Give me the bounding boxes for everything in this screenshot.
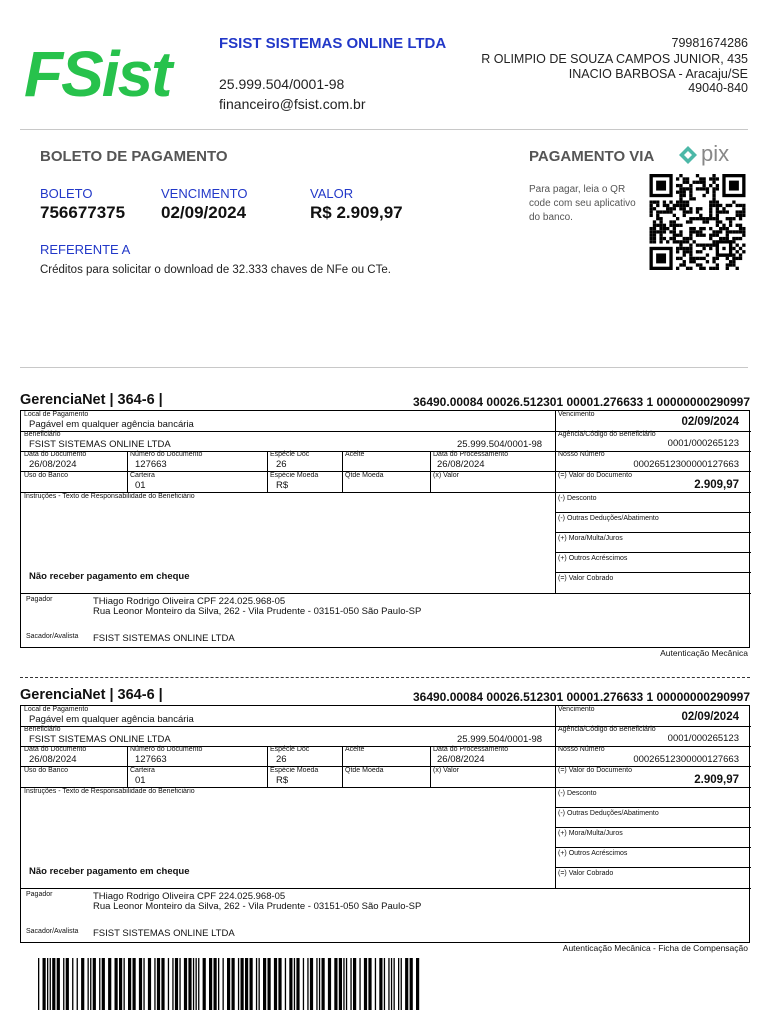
beneficiario-label: Beneficiário xyxy=(24,431,61,438)
numero-documento-value: 127663 xyxy=(135,459,167,470)
company-address-line2: INACIO BARBOSA - Aracaju/SE xyxy=(568,67,748,81)
local-pagamento-value: Pagável em qualquer agência bancária xyxy=(29,419,194,430)
sacador-label: Sacador/Avalista xyxy=(26,633,79,640)
vencimento-label: Vencimento xyxy=(558,706,595,713)
boleto-number: 756677375 xyxy=(40,203,126,222)
carteira-label: Carteira xyxy=(130,472,155,479)
especie-moeda-value: R$ xyxy=(276,775,289,786)
data-processamento-value: 26/08/2024 xyxy=(437,459,485,470)
company-cep: 49040-840 xyxy=(688,81,748,95)
outros-acrescimos-label: (+) Outros Acréscimos xyxy=(558,850,628,857)
vencimento-value: 02/09/2024 xyxy=(681,711,739,723)
numero-documento-label: Número do Documento xyxy=(130,746,203,753)
nosso-numero-label: Nosso Número xyxy=(558,746,605,753)
company-address-line1: R OLIMPIO DE SOUZA CAMPOS JUNIOR, 435 xyxy=(481,52,748,66)
instrucoes-label: Instruções - Texto de Responsabilidade do Beneficiário xyxy=(24,493,195,500)
data-documento-label: Data do Documento xyxy=(24,746,87,753)
boleto-slip-compensacao xyxy=(20,689,750,957)
especie-doc-label: Espécie Doc xyxy=(270,451,310,458)
carteira-value: 01 xyxy=(135,775,146,786)
pix-note-line3: do banco. xyxy=(529,212,573,223)
company-email: financeiro@fsist.com.br xyxy=(219,96,366,112)
beneficiario-value: FSIST SISTEMAS ONLINE LTDA xyxy=(29,734,171,745)
nosso-numero-value: 00026512300000127663 xyxy=(633,754,739,765)
referente-text: Créditos para solicitar o download de 32.333 chaves de NFe ou CTe. xyxy=(40,264,391,276)
pix-note-line1: Para pagar, leia o QR xyxy=(529,184,626,195)
valor-cobrado-label: (=) Valor Cobrado xyxy=(558,870,614,877)
vencimento-date: 02/09/2024 xyxy=(161,203,247,222)
slip-header xyxy=(20,689,750,705)
company-logo: FSist xyxy=(24,38,171,110)
agencia-value: 0001/000265123 xyxy=(667,438,739,449)
valor-documento-label: (=) Valor do Documento xyxy=(558,767,632,774)
data-processamento-value: 26/08/2024 xyxy=(437,754,485,765)
vencimento-value: 02/09/2024 xyxy=(681,416,739,428)
vencimento-label: VENCIMENTO xyxy=(161,186,248,201)
cut-line xyxy=(20,677,750,678)
valor-documento-value: 2.909,97 xyxy=(694,479,739,491)
agencia-label: Agência/Código do Beneficiário xyxy=(558,726,656,733)
pix-qr-code[interactable] xyxy=(647,174,748,270)
cheque-note: Não receber pagamento em cheque xyxy=(29,571,190,582)
especie-doc-label: Espécie Doc xyxy=(270,746,310,753)
especie-doc-value: 26 xyxy=(276,459,287,470)
especie-doc-value: 26 xyxy=(276,754,287,765)
autenticacao-label: Autenticação Mecânica - Ficha de Compensação xyxy=(562,943,748,953)
slip-grid xyxy=(20,410,750,648)
pagador-line2: Rua Leonor Monteiro da Silva, 262 - Vila Prudente - 03151-050 São Paulo-SP xyxy=(93,901,422,912)
pix-logo xyxy=(677,141,747,167)
pagador-line1: THiago Rodrigo Oliveira CPF 224.025.968-05 xyxy=(93,596,286,607)
data-documento-value: 26/08/2024 xyxy=(29,754,77,765)
mora-multa-label: (+) Mora/Multa/Juros xyxy=(558,830,623,837)
pix-title: PAGAMENTO VIA xyxy=(529,148,655,165)
valor-cobrado-label: (=) Valor Cobrado xyxy=(558,575,614,582)
qtde-moeda-label: Qtde Moeda xyxy=(345,767,384,774)
outros-acrescimos-label: (+) Outros Acréscimos xyxy=(558,555,628,562)
aceite-label: Aceite xyxy=(345,451,365,458)
data-processamento-label: Data do Processamento xyxy=(433,451,509,458)
data-processamento-label: Data do Processamento xyxy=(433,746,509,753)
sacador-label: Sacador/Avalista xyxy=(26,928,79,935)
pagador-label: Pagador xyxy=(26,596,53,603)
vencimento-label: Vencimento xyxy=(558,411,595,418)
boleto-label: BOLETO xyxy=(40,186,93,201)
local-pagamento-label: Local de Pagamento xyxy=(24,706,89,713)
boleto-slip-recibo xyxy=(20,394,750,662)
local-pagamento-value: Pagável em qualquer agência bancária xyxy=(29,714,194,725)
carteira-label: Carteira xyxy=(130,767,155,774)
especie-moeda-value: R$ xyxy=(276,480,289,491)
x-valor-label: (x) Valor xyxy=(433,472,459,479)
linha-digitavel[interactable]: 36490.00084 00026.512301 00001.276633 1 00000000290997 xyxy=(412,395,750,409)
company-cnpj: 25.999.504/0001-98 xyxy=(219,76,345,92)
agencia-label: Agência/Código do Beneficiário xyxy=(558,431,656,438)
sacador-value: FSIST SISTEMAS ONLINE LTDA xyxy=(93,928,235,939)
beneficiario-label: Beneficiário xyxy=(24,726,61,733)
header-divider xyxy=(20,129,748,130)
summary-divider xyxy=(20,367,748,368)
sacador-value: FSIST SISTEMAS ONLINE LTDA xyxy=(93,633,235,644)
summary-title: BOLETO DE PAGAMENTO xyxy=(40,148,228,165)
bank-name: GerenciaNet | 364-6 | xyxy=(20,687,163,703)
boleto-barcode xyxy=(38,958,420,1010)
valor-amount: R$ 2.909,97 xyxy=(310,203,403,222)
linha-digitavel[interactable]: 36490.00084 00026.512301 00001.276633 1 00000000290997 xyxy=(412,690,750,704)
nosso-numero-value: 00026512300000127663 xyxy=(633,459,739,470)
valor-label: VALOR xyxy=(310,186,354,201)
beneficiario-cnpj: 25.999.504/0001-98 xyxy=(457,439,543,450)
company-phone: 79981674286 xyxy=(671,36,748,50)
slip-grid xyxy=(20,705,750,943)
pagador-line2: Rua Leonor Monteiro da Silva, 262 - Vila Prudente - 03151-050 São Paulo-SP xyxy=(93,606,422,617)
company-name: FSIST SISTEMAS ONLINE LTDA xyxy=(219,35,447,52)
outras-deducoes-label: (-) Outras Deduções/Abatimento xyxy=(558,810,659,817)
x-valor-label: (x) Valor xyxy=(433,767,459,774)
pagador-label: Pagador xyxy=(26,891,53,898)
autenticacao-label: Autenticação Mecânica xyxy=(660,648,748,658)
instrucoes-label: Instruções - Texto de Responsabilidade do Beneficiário xyxy=(24,788,195,795)
qtde-moeda-label: Qtde Moeda xyxy=(345,472,384,479)
especie-moeda-label: Espécie Moeda xyxy=(270,767,319,774)
desconto-label: (-) Desconto xyxy=(558,790,597,797)
outras-deducoes-label: (-) Outras Deduções/Abatimento xyxy=(558,515,659,522)
agencia-value: 0001/000265123 xyxy=(667,733,739,744)
valor-documento-value: 2.909,97 xyxy=(694,774,739,786)
numero-documento-value: 127663 xyxy=(135,754,167,765)
cheque-note: Não receber pagamento em cheque xyxy=(29,866,190,877)
beneficiario-cnpj: 25.999.504/0001-98 xyxy=(457,734,543,745)
especie-moeda-label: Espécie Moeda xyxy=(270,472,319,479)
carteira-value: 01 xyxy=(135,480,146,491)
bank-name: GerenciaNet | 364-6 | xyxy=(20,392,163,408)
nosso-numero-label: Nosso Número xyxy=(558,451,605,458)
data-documento-label: Data do Documento xyxy=(24,451,87,458)
uso-banco-label: Uso do Banco xyxy=(24,472,68,479)
pix-instructions xyxy=(529,183,636,225)
pix-note-line2: code com seu aplicativo xyxy=(529,198,636,209)
company-contact xyxy=(481,36,748,95)
pix-logo-text: pix xyxy=(701,141,730,166)
desconto-label: (-) Desconto xyxy=(558,495,597,502)
referente-label: REFERENTE A xyxy=(40,242,131,257)
data-documento-value: 26/08/2024 xyxy=(29,459,77,470)
aceite-label: Aceite xyxy=(345,746,365,753)
uso-banco-label: Uso do Banco xyxy=(24,767,68,774)
beneficiario-value: FSIST SISTEMAS ONLINE LTDA xyxy=(29,439,171,450)
mora-multa-label: (+) Mora/Multa/Juros xyxy=(558,535,623,542)
pagador-line1: THiago Rodrigo Oliveira CPF 224.025.968-05 xyxy=(93,891,286,902)
numero-documento-label: Número do Documento xyxy=(130,451,203,458)
local-pagamento-label: Local de Pagamento xyxy=(24,411,89,418)
valor-documento-label: (=) Valor do Documento xyxy=(558,472,632,479)
slip-header xyxy=(20,394,750,410)
